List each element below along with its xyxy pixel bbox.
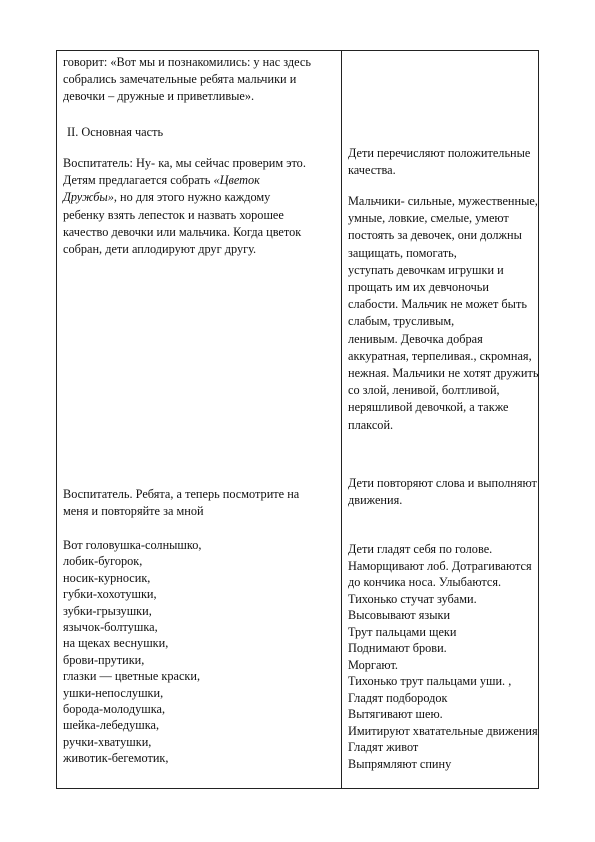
action-line: Дети гладят себя по голове. — [348, 542, 493, 556]
qualities-detail-line: слабым, трусливым, — [348, 314, 455, 329]
action-line: Гладят живот — [348, 740, 419, 754]
qualities-detail-line: слабости. Мальчик не может быть — [348, 297, 527, 312]
poem-line: носик-курносик, — [63, 570, 151, 585]
qualities-detail-line: Мальчики- сильные, мужественные, — [348, 194, 538, 208]
activity-title-em: Дружбы» — [63, 190, 114, 205]
intro-line: собрались замечательные ребята мальчики и — [63, 72, 297, 87]
poem-line: ручки-хватушки, — [63, 734, 152, 749]
qualities-detail — [348, 193, 539, 434]
action-line: Тихонько трут пальцами уши. , — [348, 674, 512, 688]
poem-line: шейка-лебедушка, — [63, 718, 160, 733]
activity-title-em: «Цветок — [213, 173, 260, 188]
qualities-detail-line: прощать им их девчоночьи — [348, 280, 489, 295]
action-line: до кончика носа. Улыбаются. — [348, 575, 502, 589]
action-line: Имитируют хватательные движения — [348, 723, 538, 738]
action-line: Трут пальцами щеки — [348, 624, 457, 639]
activity-line: Воспитатель: Ну- ка, мы сейчас проверим это. — [63, 156, 306, 170]
qualities-detail-line: плаксой. — [348, 417, 394, 432]
qualities-detail-line: ленивым. Девочка добрая — [348, 331, 483, 346]
poem-line: глазки — цветные краски, — [63, 669, 201, 684]
action-line: Вытягивают шею. — [348, 707, 443, 721]
exercise-paragraph — [63, 486, 337, 520]
qualities-detail-line: со злой, ленивой, болтливой, — [348, 383, 500, 398]
poem-line: на щеках веснушки, — [63, 636, 169, 651]
poem-line: ушки-непослушки, — [63, 685, 164, 700]
activity-line: Детям предлагается собрать «Цветок — [63, 173, 260, 188]
action-line: Гладят подбородок — [348, 690, 448, 705]
activity-line: Дружбы», но для этого нужно каждому — [63, 190, 271, 205]
intro-line: говорит: «Вот мы и познакомились: у нас здесь — [63, 55, 311, 69]
poem-line: животик-бегемотик, — [63, 751, 169, 766]
action-line: Моргают. — [348, 657, 398, 672]
intro-paragraph — [63, 54, 337, 106]
intro-line: девочки – дружные и приветливые». — [63, 89, 255, 104]
repeat-line: движения. — [348, 493, 403, 508]
action-line: Наморщивают лоб. Дотрагиваются — [348, 558, 532, 573]
qualities-detail-line: защищать, помогать, — [348, 245, 457, 260]
poem-list — [63, 537, 337, 767]
poem-line: Вот головушка-солнышко, — [63, 538, 202, 552]
repeat-instruction — [348, 475, 536, 509]
qualities-detail-line: аккуратная, терпеливая., скромная, — [348, 348, 532, 363]
activity-line: собран, дети аплодируют друг другу. — [63, 242, 257, 257]
qualities-line: качества. — [348, 163, 396, 178]
poem-line: борода-молодушка, — [63, 702, 166, 717]
poem-line: язычок-болтушка, — [63, 620, 158, 635]
column-divider — [341, 51, 342, 788]
activity-line: качество девочки или мальчика. Когда цветок — [63, 224, 302, 239]
poem-line: брови-прутики, — [63, 652, 145, 667]
repeat-line: Дети повторяют слова и выполняют — [348, 476, 537, 490]
qualities-detail-line: нежная. Мальчики не хотят дружить — [348, 366, 539, 381]
qualities-detail-line: постоять за девочек, они должны — [348, 228, 522, 243]
section-heading: II. Основная часть — [67, 125, 164, 139]
exercise-line: меня и повторяйте за мной — [63, 504, 204, 519]
qualities-detail-line: неряшливой девочкой, а также — [348, 400, 509, 415]
actions-list — [348, 541, 536, 772]
exercise-line: Воспитатель. Ребята, а теперь посмотрите на — [63, 487, 300, 501]
qualities-intro — [348, 145, 536, 179]
action-line: Выпрямляют спину — [348, 756, 452, 771]
qualities-detail-line: уступать девочкам игрушки и — [348, 262, 504, 277]
qualities-line: Дети перечисляют положительные — [348, 146, 531, 160]
action-line: Тихонько стучат зубами. — [348, 591, 477, 606]
poem-line: лобик-бугорок, — [63, 554, 143, 569]
activity-paragraph — [63, 155, 337, 258]
activity-line: ребенку взять лепесток и назвать хорошее — [63, 207, 284, 222]
action-line: Высовывают языки — [348, 608, 451, 622]
action-line: Поднимают брови. — [348, 641, 447, 655]
poem-line: зубки-грызушки, — [63, 603, 152, 618]
qualities-detail-line: умные, ловкие, смелые, умеют — [348, 211, 509, 226]
lesson-table — [56, 50, 539, 789]
poem-line: губки-хохотушки, — [63, 587, 157, 602]
